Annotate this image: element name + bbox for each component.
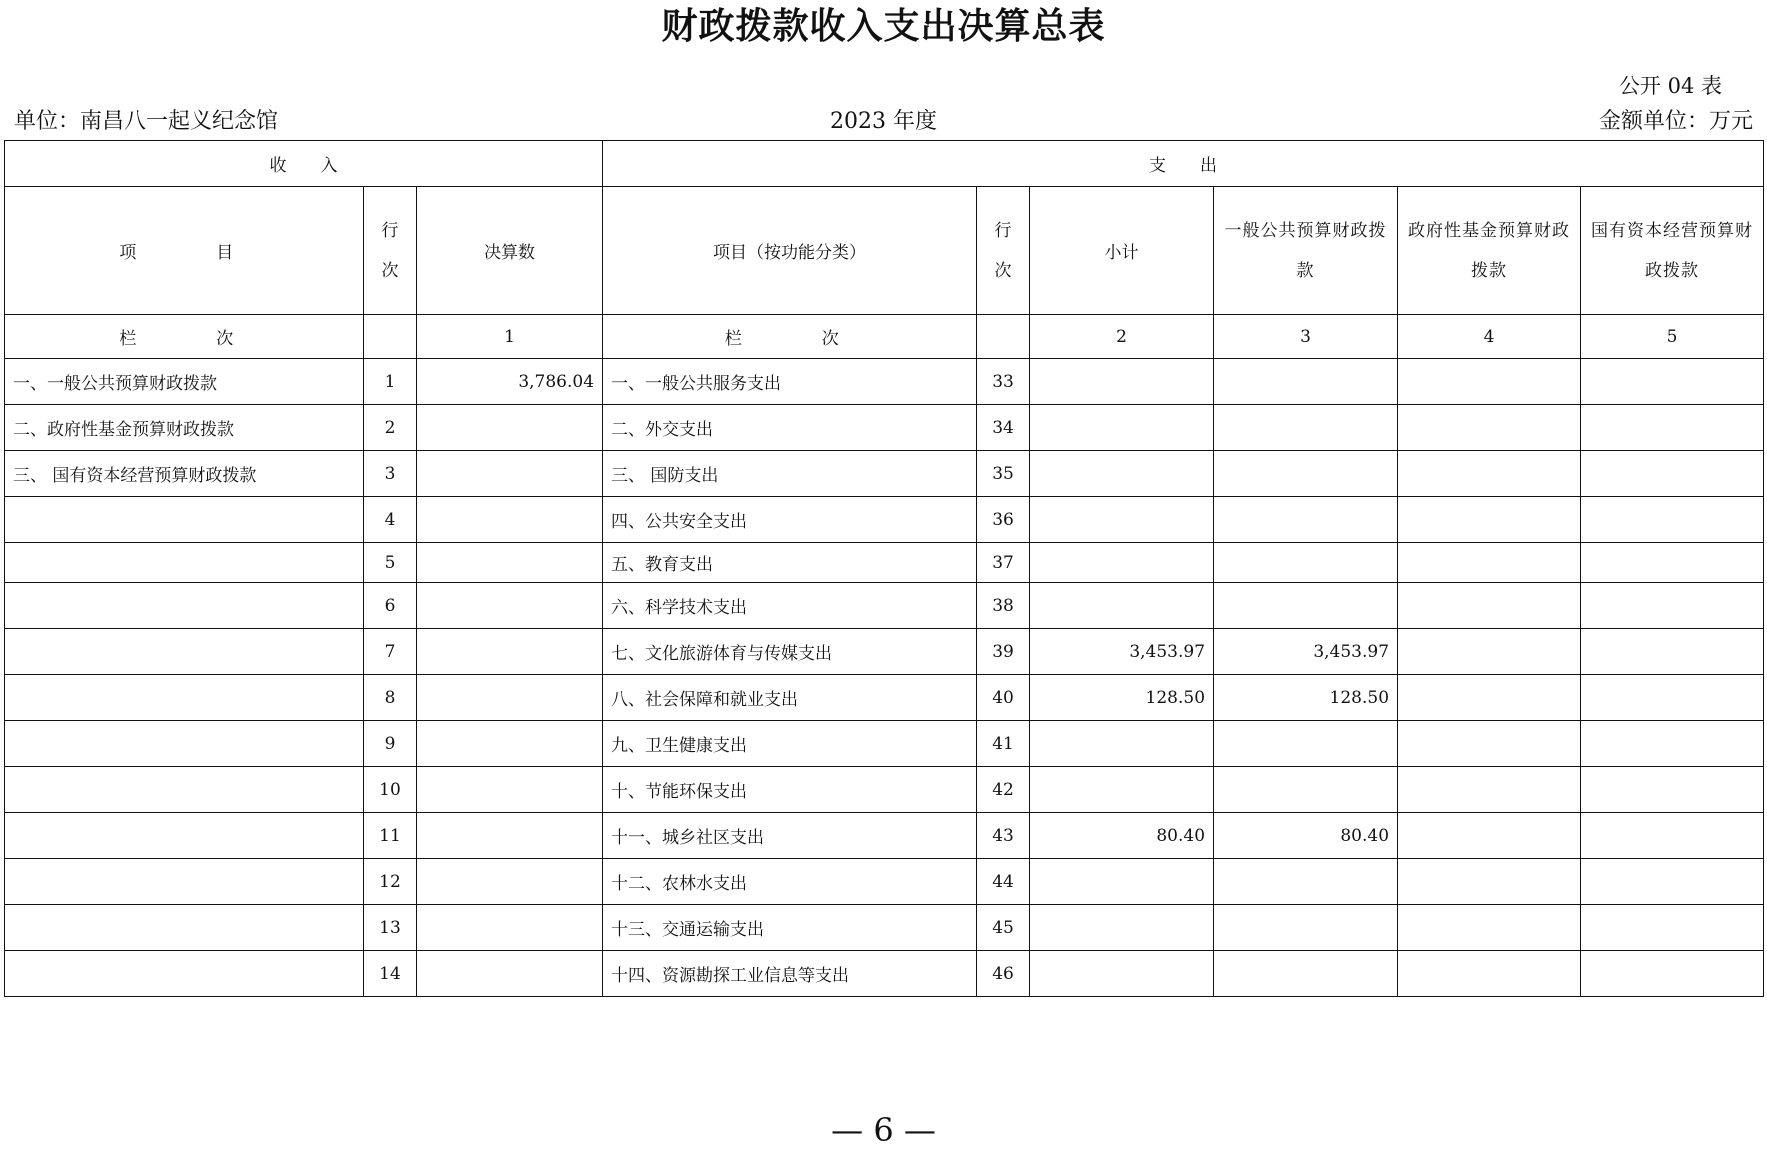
- table-row: [5, 543, 1764, 583]
- gov-fund-amount: [1398, 629, 1581, 675]
- income-row-number: 6: [364, 583, 417, 629]
- form-code: 公开 04 表: [1618, 74, 1722, 98]
- column-index-label-right: 栏 次: [603, 315, 977, 359]
- expense-item: 七、文化旅游体育与传媒支出: [603, 629, 977, 675]
- expense-row-number: 33: [977, 359, 1030, 405]
- group-header-row: [5, 141, 1764, 187]
- expense-row-number: 40: [977, 675, 1030, 721]
- income-row-number: 12: [364, 859, 417, 905]
- income-item: [5, 497, 364, 543]
- income-item: [5, 675, 364, 721]
- page-number: — 6 —: [831, 1111, 936, 1149]
- state-capital-amount: [1581, 451, 1764, 497]
- expense-item: 十一、城乡社区支出: [603, 813, 977, 859]
- state-capital-amount: [1581, 583, 1764, 629]
- general-budget-amount: 3,453.97: [1214, 629, 1398, 675]
- income-item-header: 项 目: [5, 187, 364, 315]
- income-row-number: 4: [364, 497, 417, 543]
- table-row: [5, 859, 1764, 905]
- subtotal-amount: [1030, 767, 1214, 813]
- state-capital-amount: [1581, 813, 1764, 859]
- income-amount: [417, 583, 603, 629]
- table-row: [5, 583, 1764, 629]
- expense-group-header: 支 出: [603, 141, 1764, 187]
- column-index-label-left: 栏 次: [5, 315, 364, 359]
- gov-fund-amount: [1398, 951, 1581, 997]
- income-row-header: 行次: [364, 187, 417, 315]
- income-amount: 3,786.04: [417, 359, 603, 405]
- gov-fund-amount: [1398, 813, 1581, 859]
- expense-row-number: 35: [977, 451, 1030, 497]
- subtotal-header: 小计: [1030, 187, 1214, 315]
- column-index-3: 3: [1214, 315, 1398, 359]
- expense-item: 五、教育支出: [603, 543, 977, 583]
- income-row-number: 1: [364, 359, 417, 405]
- subtotal-amount: [1030, 951, 1214, 997]
- state-capital-amount: [1581, 721, 1764, 767]
- subtotal-amount: [1030, 497, 1214, 543]
- gov-fund-amount: [1398, 451, 1581, 497]
- income-amount: [417, 767, 603, 813]
- income-amount: [417, 675, 603, 721]
- income-row-number: 10: [364, 767, 417, 813]
- general-budget-amount: [1214, 951, 1398, 997]
- expense-row-number: 44: [977, 859, 1030, 905]
- table-row: [5, 905, 1764, 951]
- income-amount: [417, 451, 603, 497]
- income-item: [5, 951, 364, 997]
- expense-row-number: 43: [977, 813, 1030, 859]
- income-item: [5, 583, 364, 629]
- expense-item: 六、科学技术支出: [603, 583, 977, 629]
- expense-row-header: 行次: [977, 187, 1030, 315]
- gov-fund-amount: [1398, 905, 1581, 951]
- income-item: [5, 543, 364, 583]
- expense-item: 九、卫生健康支出: [603, 721, 977, 767]
- expense-row-number: 38: [977, 583, 1030, 629]
- table-row: [5, 721, 1764, 767]
- state-capital-amount: [1581, 405, 1764, 451]
- subtotal-amount: [1030, 543, 1214, 583]
- state-capital-amount: [1581, 859, 1764, 905]
- income-row-number: 14: [364, 951, 417, 997]
- income-row-number: 3: [364, 451, 417, 497]
- expense-item: 二、外交支出: [603, 405, 977, 451]
- income-row-number: 2: [364, 405, 417, 451]
- table-row: [5, 767, 1764, 813]
- subtotal-amount: 3,453.97: [1030, 629, 1214, 675]
- income-amount: [417, 543, 603, 583]
- income-row-number: 8: [364, 675, 417, 721]
- table-row: [5, 405, 1764, 451]
- income-row-number: 5: [364, 543, 417, 583]
- general-budget-amount: [1214, 767, 1398, 813]
- general-budget-amount: 128.50: [1214, 675, 1398, 721]
- table-row: [5, 675, 1764, 721]
- general-budget-amount: [1214, 905, 1398, 951]
- subtotal-amount: [1030, 905, 1214, 951]
- income-amount: [417, 629, 603, 675]
- column-index-row: [5, 315, 1764, 359]
- table-row: [5, 951, 1764, 997]
- state-capital-amount: [1581, 767, 1764, 813]
- income-item: 一、一般公共预算财政拨款: [5, 359, 364, 405]
- income-item: 三、 国有资本经营预算财政拨款: [5, 451, 364, 497]
- general-budget-header: 一般公共预算财政拨款: [1214, 187, 1398, 315]
- subtotal-amount: 80.40: [1030, 813, 1214, 859]
- income-amount: [417, 497, 603, 543]
- gov-fund-amount: [1398, 405, 1581, 451]
- expense-row-number: 45: [977, 905, 1030, 951]
- subtotal-amount: [1030, 405, 1214, 451]
- state-capital-amount: [1581, 497, 1764, 543]
- gov-fund-amount: [1398, 767, 1581, 813]
- column-index-blank: [364, 315, 417, 359]
- expense-item: 八、社会保障和就业支出: [603, 675, 977, 721]
- subtotal-amount: [1030, 359, 1214, 405]
- income-row-number: 11: [364, 813, 417, 859]
- subtotal-amount: [1030, 859, 1214, 905]
- income-amount: [417, 951, 603, 997]
- general-budget-amount: [1214, 405, 1398, 451]
- expense-row-number: 42: [977, 767, 1030, 813]
- gov-fund-amount: [1398, 497, 1581, 543]
- table-row: [5, 629, 1764, 675]
- income-amount: [417, 405, 603, 451]
- reporting-unit: 单位：南昌八一起义纪念馆: [14, 109, 279, 134]
- expense-row-number: 39: [977, 629, 1030, 675]
- income-item: [5, 767, 364, 813]
- table-body: [5, 359, 1764, 997]
- income-amount: [417, 905, 603, 951]
- fiscal-year: 2023 年度: [830, 109, 937, 134]
- column-index-blank: [977, 315, 1030, 359]
- gov-fund-amount: [1398, 675, 1581, 721]
- income-amount: [417, 721, 603, 767]
- general-budget-amount: [1214, 583, 1398, 629]
- expense-row-number: 46: [977, 951, 1030, 997]
- state-capital-amount: [1581, 543, 1764, 583]
- gov-fund-amount: [1398, 359, 1581, 405]
- income-item: [5, 905, 364, 951]
- general-budget-amount: [1214, 359, 1398, 405]
- general-budget-amount: 80.40: [1214, 813, 1398, 859]
- document-title: 财政拨款收入支出决算总表: [661, 6, 1106, 47]
- gov-fund-header: 政府性基金预算财政拨款: [1398, 187, 1581, 315]
- expense-row-number: 34: [977, 405, 1030, 451]
- income-group-header: 收 入: [5, 141, 603, 187]
- income-item: [5, 629, 364, 675]
- general-budget-amount: [1214, 543, 1398, 583]
- expense-row-number: 37: [977, 543, 1030, 583]
- gov-fund-amount: [1398, 543, 1581, 583]
- state-capital-amount: [1581, 359, 1764, 405]
- expense-item: 十四、资源勘探工业信息等支出: [603, 951, 977, 997]
- column-index-5: 5: [1581, 315, 1764, 359]
- gov-fund-amount: [1398, 859, 1581, 905]
- expense-row-number: 36: [977, 497, 1030, 543]
- subtotal-amount: [1030, 583, 1214, 629]
- table-row: [5, 359, 1764, 405]
- general-budget-amount: [1214, 497, 1398, 543]
- expense-item: 十、节能环保支出: [603, 767, 977, 813]
- state-capital-amount: [1581, 905, 1764, 951]
- expense-item: 一、一般公共服务支出: [603, 359, 977, 405]
- expense-item: 三、 国防支出: [603, 451, 977, 497]
- income-item: [5, 721, 364, 767]
- income-item: 二、政府性基金预算财政拨款: [5, 405, 364, 451]
- income-item: [5, 859, 364, 905]
- state-capital-amount: [1581, 629, 1764, 675]
- table-row: [5, 451, 1764, 497]
- column-index-2: 2: [1030, 315, 1214, 359]
- subtotal-amount: 128.50: [1030, 675, 1214, 721]
- income-row-number: 13: [364, 905, 417, 951]
- general-budget-amount: [1214, 859, 1398, 905]
- table-row: [5, 813, 1764, 859]
- general-budget-amount: [1214, 451, 1398, 497]
- expense-item-header: 项目（按功能分类）: [603, 187, 977, 315]
- expense-item: 十二、农林水支出: [603, 859, 977, 905]
- currency-unit: 金额单位：万元: [1598, 109, 1753, 134]
- state-capital-amount: [1581, 675, 1764, 721]
- income-amount: [417, 813, 603, 859]
- state-capital-amount: [1581, 951, 1764, 997]
- income-row-number: 7: [364, 629, 417, 675]
- column-header-row: [5, 187, 1764, 315]
- column-index-4: 4: [1398, 315, 1581, 359]
- subtotal-amount: [1030, 721, 1214, 767]
- expense-item: 四、公共安全支出: [603, 497, 977, 543]
- general-budget-amount: [1214, 721, 1398, 767]
- income-row-number: 9: [364, 721, 417, 767]
- column-index-1: 1: [417, 315, 603, 359]
- gov-fund-amount: [1398, 583, 1581, 629]
- income-item: [5, 813, 364, 859]
- expense-item: 十三、交通运输支出: [603, 905, 977, 951]
- income-amount: [417, 859, 603, 905]
- state-capital-header: 国有资本经营预算财政拨款: [1581, 187, 1764, 315]
- table-row: [5, 497, 1764, 543]
- fiscal-summary-table: [4, 140, 1764, 997]
- income-amount-header: 决算数: [417, 187, 603, 315]
- gov-fund-amount: [1398, 721, 1581, 767]
- subtotal-amount: [1030, 451, 1214, 497]
- expense-row-number: 41: [977, 721, 1030, 767]
